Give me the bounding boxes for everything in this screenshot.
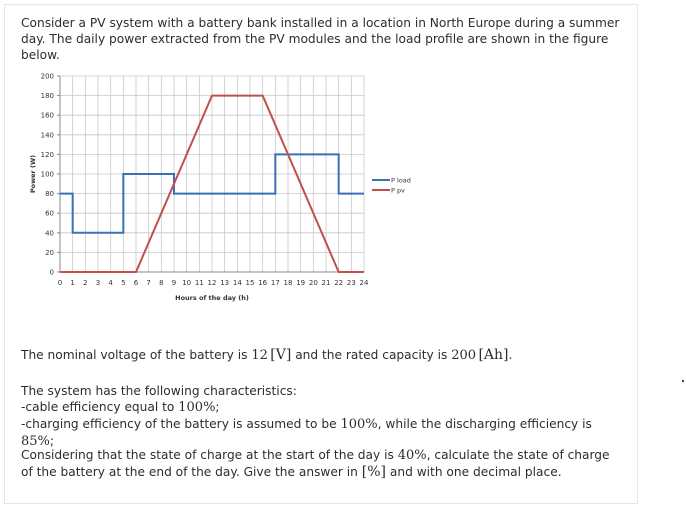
legend-label: P pv xyxy=(391,186,405,195)
x-tick-label: 14 xyxy=(232,279,242,287)
x-tick-label: 22 xyxy=(334,279,344,287)
y-tick-label: 120 xyxy=(40,150,54,159)
x-tick-label: 9 xyxy=(171,279,177,287)
x-tick-label: 10 xyxy=(182,279,192,287)
final-mid: , calculate the state of charge of the battery at the end of the day. Give the answer in xyxy=(21,448,610,479)
cable-prefix: -cable efficiency equal to xyxy=(21,400,179,414)
initial-soc-value: 40% xyxy=(397,448,427,463)
x-tick-label: 11 xyxy=(194,279,204,287)
x-tick-labels xyxy=(58,279,369,287)
cable-efficiency-line xyxy=(21,399,621,416)
power-profile-chart xyxy=(20,67,420,303)
charging-prefix: -charging efficiency of the battery is assumed to be xyxy=(21,417,341,431)
y-tick-label: 180 xyxy=(40,92,54,101)
x-tick-label: 2 xyxy=(83,279,88,287)
final-prefix: Considering that the state of charge at the start of the day is xyxy=(21,448,398,462)
final-end: and with one decimal place. xyxy=(386,465,562,479)
voltage-value: 12 xyxy=(251,348,268,363)
chart-grid xyxy=(60,76,364,272)
x-tick-label: 20 xyxy=(308,279,318,287)
discharging-efficiency-value: 85% xyxy=(21,434,50,449)
chart-legend xyxy=(372,177,411,195)
charging-end: ; xyxy=(49,434,55,448)
y-tick-label: 40 xyxy=(45,229,54,238)
voltage-prefix: The nominal voltage of the battery is xyxy=(21,348,252,362)
x-tick-label: 8 xyxy=(159,279,164,287)
y-tick-labels xyxy=(41,73,54,277)
charging-efficiency-line xyxy=(21,416,621,450)
edge-mark xyxy=(682,380,684,382)
x-tick-label: 3 xyxy=(95,279,101,287)
x-tick-label: 4 xyxy=(108,279,113,287)
x-tick-label: 23 xyxy=(346,279,356,287)
capacity-unit: [Ah] xyxy=(478,347,509,363)
y-tick-label: 0 xyxy=(49,268,54,277)
x-tick-label: 21 xyxy=(321,279,331,287)
x-tick-label: 24 xyxy=(359,279,369,287)
battery-spec-text xyxy=(21,347,621,364)
x-tick-label: 6 xyxy=(133,279,139,287)
y-tick-label: 80 xyxy=(45,190,54,199)
x-tick-label: 16 xyxy=(258,279,268,287)
x-tick-label: 19 xyxy=(296,279,306,287)
charging-mid: , while the discharging efficiency is xyxy=(377,417,592,431)
x-tick-label: 12 xyxy=(207,279,217,287)
battery-spec-end: . xyxy=(508,348,513,362)
y-tick-label: 200 xyxy=(40,72,54,81)
cable-end: ; xyxy=(215,400,220,414)
y-axis-label: Power (W) xyxy=(29,154,37,194)
legend-label: P load xyxy=(391,176,411,185)
x-tick-label: 7 xyxy=(146,279,151,287)
charging-efficiency-value: 100% xyxy=(340,417,378,432)
y-tick-label: 100 xyxy=(40,170,54,179)
final-question-text xyxy=(21,447,625,480)
y-tick-label: 20 xyxy=(45,248,54,257)
x-tick-label: 1 xyxy=(70,279,75,287)
x-tick-label: 17 xyxy=(270,279,280,287)
characteristics-block xyxy=(21,383,621,450)
voltage-unit: [V] xyxy=(270,347,292,363)
x-tick-label: 18 xyxy=(283,279,293,287)
question-card xyxy=(4,4,638,504)
characteristics-heading: The system has the following characteristics: xyxy=(21,384,297,398)
capacity-value: 200 xyxy=(451,348,477,363)
x-axis-label: Hours of the day (h) xyxy=(175,294,249,302)
y-tick-label: 160 xyxy=(40,111,54,120)
x-tick-label: 15 xyxy=(245,279,255,287)
answer-unit: [%] xyxy=(361,464,387,480)
x-tick-label: 13 xyxy=(220,279,230,287)
question-intro: Consider a PV system with a battery bank installed in a location in North Europe during a summer day. The daily power extracted from the PV modules and the load profile are shown in the figure below. xyxy=(21,16,620,62)
x-tick-label: 0 xyxy=(57,279,63,287)
y-tick-label: 140 xyxy=(40,131,54,140)
capacity-prefix: and the rated capacity is xyxy=(291,348,452,362)
cable-efficiency-value: 100% xyxy=(178,400,216,415)
x-tick-label: 5 xyxy=(121,279,126,287)
y-tick-label: 60 xyxy=(45,209,54,218)
